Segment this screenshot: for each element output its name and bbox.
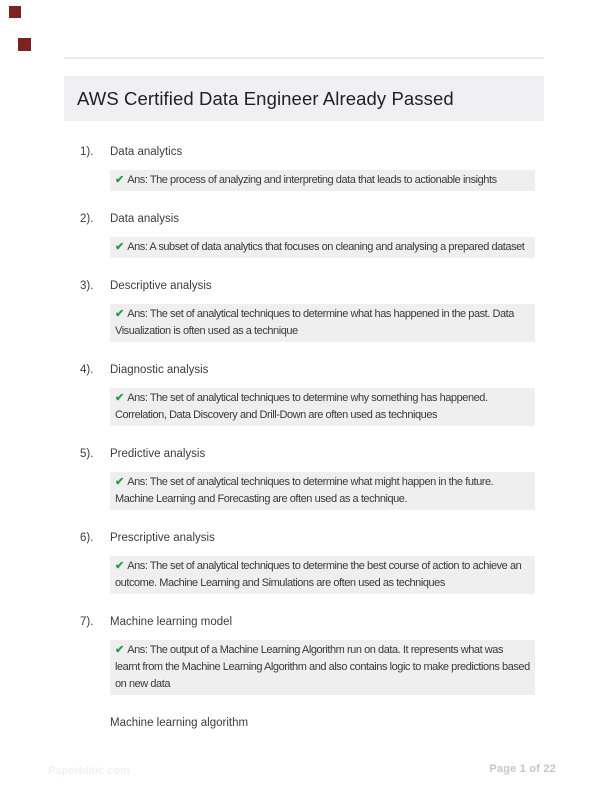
answer-box [110,304,535,342]
answer-text: Ans: The output of a Machine Learning Algorithm run on data. It represents what was learnt from the Machine Learning Algorithm and also contains logic to make predictions based on new data [115,644,530,690]
question-number: 3). [80,280,94,292]
question-number: 4). [80,364,94,376]
check-icon: ✔ [115,174,125,186]
answer-box [110,556,535,594]
answer-box [110,170,535,191]
answer-text: Ans: The set of analytical techniques to determine what might happen in the future. Machine Learning and Forecasting are often used as a technique. [115,476,494,505]
check-icon: ✔ [115,392,125,404]
header-divider [64,57,544,59]
question-text: Prescriptive analysis [110,532,215,544]
answer-text: Ans: The set of analytical techniques to determine what has happened in the past. Data Visualization is often used as a technique [115,308,514,337]
question-number: 5). [80,448,94,460]
question-number: 1). [80,146,94,158]
page-number: Page 1 of 22 [489,763,556,775]
question-text: Machine learning model [110,616,233,628]
qa-item-6 [64,531,544,594]
check-icon: ✔ [115,308,125,320]
qa-item-4 [64,363,544,426]
check-icon: ✔ [115,241,125,253]
qa-item-2 [64,212,544,258]
answer-box [110,237,535,258]
answer-box [110,388,535,426]
answer-text: Ans: The set of analytical techniques to determine the best course of action to achieve an outcome. Machine Learning and Simulations are often used as techniques [115,560,522,589]
qa-item-5 [64,447,544,510]
red-marker-square-1 [9,6,21,18]
qa-item-3 [64,279,544,342]
page-title: AWS Certified Data Engineer Already Passed [64,76,544,121]
answer-text: Ans: A subset of data analytics that focuses on cleaning and analysing a prepared dataset [127,241,525,253]
answer-box [110,472,535,510]
question-number: 2). [80,213,94,225]
question-text: Predictive analysis [110,448,206,460]
red-marker-square-2 [18,38,31,51]
question-text: Data analytics [110,146,183,158]
qa-item-8 [64,716,544,730]
answer-text: Ans: The set of analytical techniques to determine why something has happened. Correlation, Data Discovery and Drill-Down are often used as techniques [115,392,488,421]
watermark: Paperblitic.com [48,765,130,777]
check-icon: ✔ [115,560,125,572]
question-text: Machine learning algorithm [110,717,249,729]
document-page [64,76,544,730]
question-text: Diagnostic analysis [110,364,209,376]
qa-item-7 [64,615,544,695]
check-icon: ✔ [115,644,125,656]
answer-text: Ans: The process of analyzing and interpreting data that leads to actionable insights [127,174,497,186]
question-text: Data analysis [110,213,180,225]
question-number: 6). [80,532,94,544]
check-icon: ✔ [115,476,125,488]
answer-box [110,640,535,695]
qa-item-1 [64,145,544,191]
question-number: 7). [80,616,94,628]
question-text: Descriptive analysis [110,280,212,292]
